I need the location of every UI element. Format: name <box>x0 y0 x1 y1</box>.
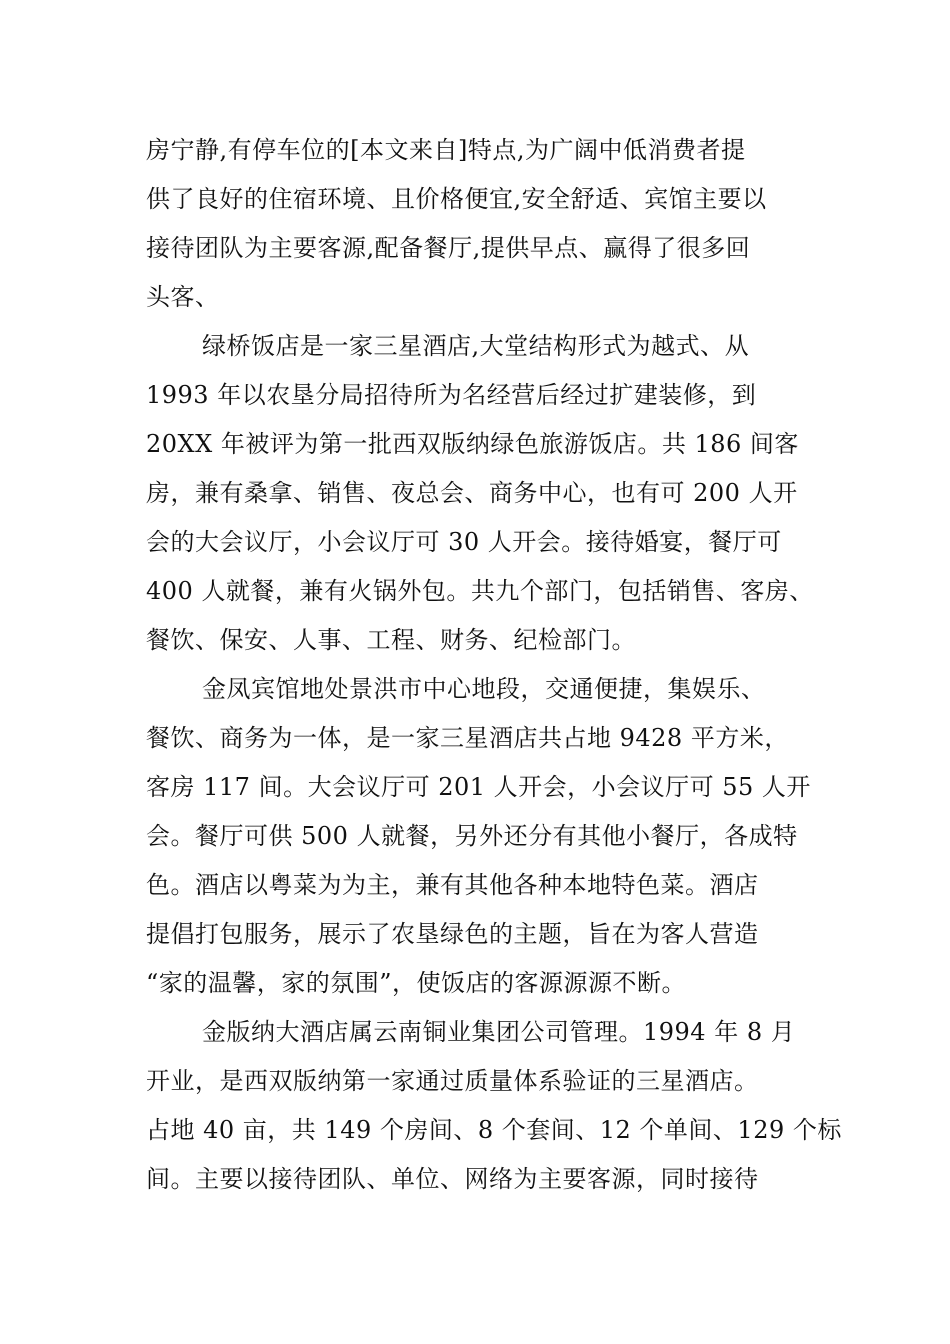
text-line: 金版纳大酒店属云南铜业集团公司管理。1994 年 8 月 <box>202 1018 796 1046</box>
text-line: 会的大会议厅，小会议厅可 30 人开会。接待婚宴，餐厅可 <box>146 528 782 556</box>
text-line: 供了良好的住宿环境、且价格便宜,安全舒适、宾馆主要以 <box>146 185 767 213</box>
text-line: 间。主要以接待团队、单位、网络为主要客源，同时接待 <box>146 1165 759 1193</box>
text-line: 餐饮、保安、人事、工程、财务、纪检部门。 <box>146 626 636 654</box>
paragraph-2 <box>146 322 814 665</box>
text-line: 金凤宾馆地处景洪市中心地段，交通便捷，集娱乐、 <box>202 675 766 703</box>
document-body <box>146 126 842 1204</box>
text-line: 占地 40 亩，共 149 个房间、8 个套间、12 个单间、129 个标 <box>146 1116 842 1144</box>
text-line: 开业，是西双版纳第一家通过质量体系验证的三星酒店。 <box>146 1067 759 1095</box>
text-line: 房宁静,有停车位的[本文来自]特点,为广阔中低消费者提 <box>146 136 746 164</box>
text-line: 20XX 年被评为第一批西双版纳绿色旅游饭店。共 186 间客 <box>146 430 799 458</box>
text-line: “家的温馨，家的氛围”，使饭店的客源源源不断。 <box>146 969 687 997</box>
text-line: 餐饮、商务为一体，是一家三星酒店共占地 9428 平方米， <box>146 724 789 752</box>
text-line: 提倡打包服务，展示了农垦绿色的主题，旨在为客人营造 <box>146 920 759 948</box>
paragraph-4 <box>146 1008 842 1204</box>
text-line: 色。酒店以粤菜为为主，兼有其他各种本地特色菜。酒店 <box>146 871 759 899</box>
text-line: 会。餐厅可供 500 人就餐，另外还分有其他小餐厅，各成特 <box>146 822 798 850</box>
text-line: 客房 117 间。大会议厅可 201 人开会，小会议厅可 55 人开 <box>146 773 811 801</box>
text-line: 头客、 <box>146 283 220 311</box>
text-line: 接待团队为主要客源,配备餐厅,提供早点、赢得了很多回 <box>146 234 751 262</box>
paragraph-3 <box>146 665 811 1008</box>
text-line: 绿桥饭店是一家三星酒店,大堂结构形式为越式、从 <box>202 332 750 360</box>
text-line: 房，兼有桑拿、销售、夜总会、商务中心，也有可 200 人开 <box>146 479 798 507</box>
text-line: 1993 年以农垦分局招待所为名经营后经过扩建装修，到 <box>146 381 757 409</box>
text-line: 400 人就餐，兼有火锅外包。共九个部门，包括销售、客房、 <box>146 577 814 605</box>
paragraph-1 <box>146 126 808 322</box>
